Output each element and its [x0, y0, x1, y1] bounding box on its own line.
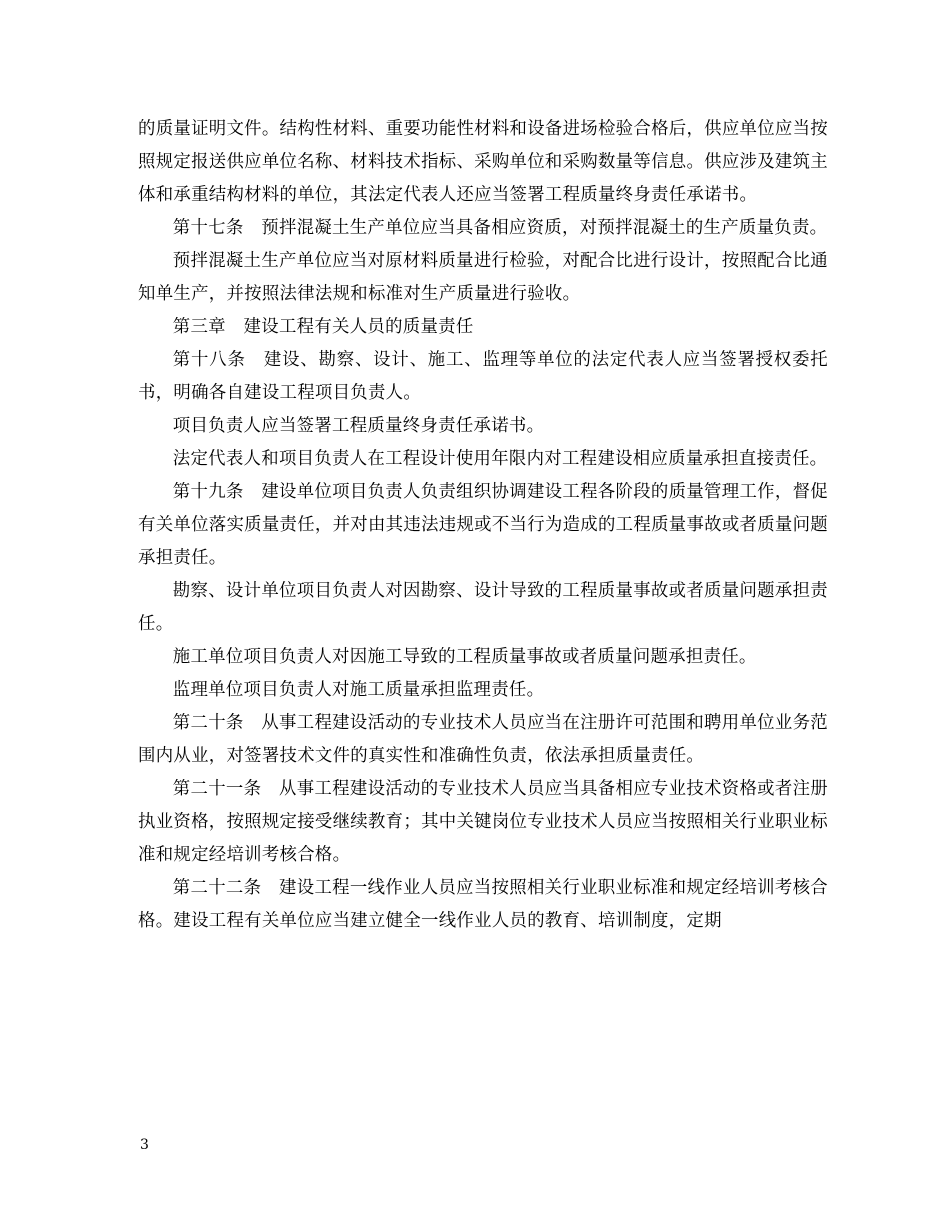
paragraph-article-18-detail-1: 项目负责人应当签署工程质量终身责任承诺书。 [172, 416, 545, 436]
paragraph-article-20: 第二十条 从事工程建设活动的专业技术人员应当在注册许可范围和聘用单位业务范围内从业，对签署技术文件的真实性和准确性负责，依法承担质量责任。 [138, 713, 828, 766]
paragraph-article-18-detail-2: 法定代表人和项目负责人在工程设计使用年限内对工程建设相应质量承担直接责任。 [172, 449, 828, 469]
paragraph-article-19-detail-1: 勘察、设计单位项目负责人对因勘察、设计导致的工程质量事故或者质量问题承担责任。 [138, 581, 828, 634]
document-body [138, 113, 828, 938]
paragraph-article-17: 第十七条 预拌混凝土生产单位应当具备相应资质，对预拌混凝土的生产质量负责。 [172, 218, 828, 238]
paragraph-article-21: 第二十一条 从事工程建设活动的专业技术人员应当具备相应专业技术资格或者注册执业资格，按照规定接受继续教育；其中关键岗位专业技术人员应当按照相关行业职业标准和规定经培训考核合格。 [138, 779, 828, 865]
chapter-3-heading: 第三章 建设工程有关人员的质量责任 [172, 317, 474, 337]
paragraph-article-22: 第二十二条 建设工程一线作业人员应当按照相关行业职业标准和规定经培训考核合格。建设工程有关单位应当建立健全一线作业人员的教育、培训制度，定期 [138, 878, 828, 931]
paragraph-article-19-detail-3: 监理单位项目负责人对施工质量承担监理责任。 [172, 680, 545, 700]
paragraph-article-18: 第十八条 建设、勘察、设计、施工、监理等单位的法定代表人应当签署授权委托书，明确各自建设工程项目负责人。 [138, 350, 828, 403]
page-number: 3 [140, 1137, 149, 1153]
paragraph-article-17-detail: 预拌混凝土生产单位应当对原材料质量进行检验，对配合比进行设计，按照配合比通知单生产，并按照法律法规和标准对生产质量进行验收。 [138, 251, 828, 304]
paragraph-article-19: 第十九条 建设单位项目负责人负责组织协调建设工程各阶段的质量管理工作，督促有关单位落实质量责任，并对由其违法违规或不当行为造成的工程质量事故或者质量问题承担责任。 [138, 482, 828, 568]
paragraph-article-19-detail-2: 施工单位项目负责人对因施工导致的工程质量事故或者质量问题承担责任。 [172, 647, 757, 667]
paragraph-continuation: 的质量证明文件。结构性材料、重要功能性材料和设备进场检验合格后，供应单位应当按照规定报送供应单位名称、材料技术指标、采购单位和采购数量等信息。供应涉及建筑主体和承重结构材料的单位，其法定代表人还应当签署工程质量终身责任承诺书。 [138, 119, 828, 205]
